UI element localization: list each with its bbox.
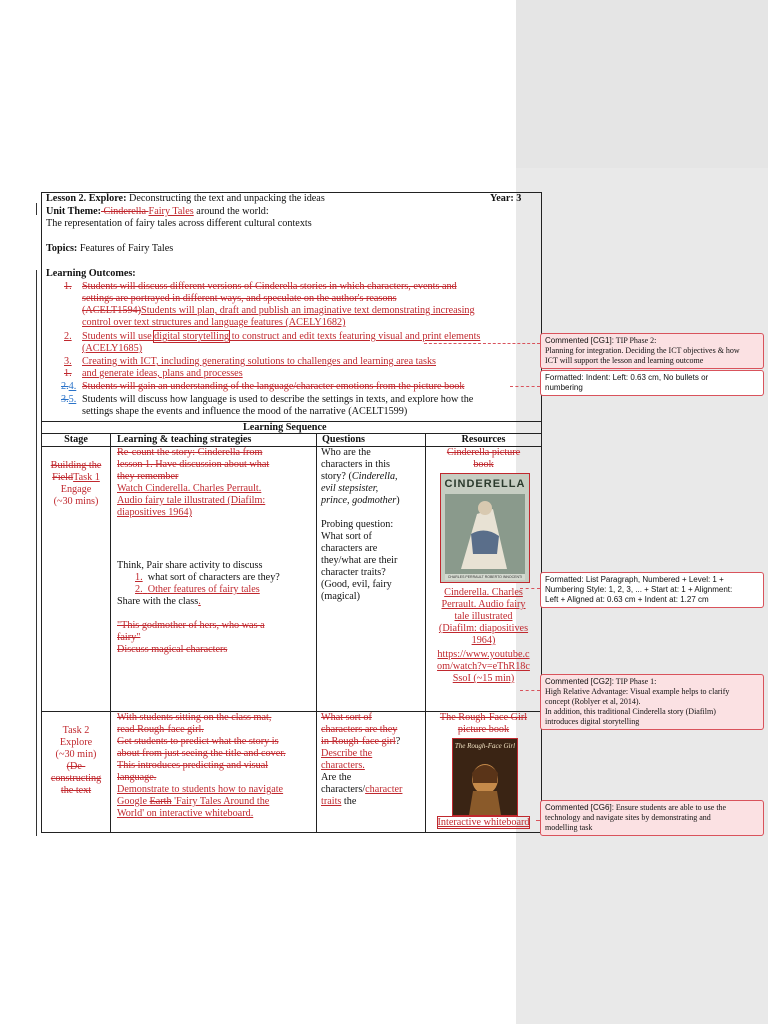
outcome-4-text: and generate ideas, plans and processes xyxy=(82,368,243,379)
outcome-2-text-a: Students will use xyxy=(82,331,155,342)
outcome-5-num-old: 2. xyxy=(61,381,69,392)
row1-think-item2: Other features of fairy tales xyxy=(147,584,260,595)
row1-url-line3[interactable]: SsoI (~15 min) xyxy=(452,673,515,684)
format-list-text2: Numbering Style: 1, 2, 3, ... + Start at: 1 + Alignment: xyxy=(545,585,733,594)
learning-sequence-title: Learning Sequence xyxy=(243,422,327,433)
row1-q-line3: story? ( xyxy=(321,471,352,482)
row1-recount-line3: they remember xyxy=(117,471,179,482)
column-rule xyxy=(316,433,317,833)
row2-strat-ins3: World' on interactive whiteboard. xyxy=(117,808,254,819)
outcome-1-inserted: Students will plan, draft and publish an imaginative text demonstrating increasing xyxy=(141,305,475,316)
row1-strategies xyxy=(117,447,315,519)
row1-discuss: Discuss magical characters xyxy=(117,644,228,655)
outcome-2-highlight: digital storytelling xyxy=(154,331,230,342)
row2-q-character: character xyxy=(365,784,403,795)
row1-share: Share with the class xyxy=(117,596,199,607)
row2-strat-ins1: Demonstrate to students how to navigate xyxy=(117,784,284,795)
row1-q-stepsister: evil stepsister, xyxy=(321,483,379,494)
row1-res-line5: 1964) xyxy=(471,635,496,646)
row2-res-del1: The Rough-Face Girl xyxy=(439,712,528,723)
format-balloon-list[interactable] xyxy=(540,572,764,608)
row2-questions xyxy=(321,712,424,808)
row2-res-whiteboard xyxy=(426,817,541,829)
row1-res-line4: (Diafilm: diapositives xyxy=(438,623,529,634)
unit-rest: around the world: xyxy=(193,206,269,217)
format-list-text1: Formatted: List Paragraph, Numbered + Level: 1 + xyxy=(545,575,724,584)
comment-cg1-text2: Planning for integration. Deciding the ICT objectives & how xyxy=(545,346,740,355)
comment-cg6-label: Commented [CG6]: xyxy=(545,803,614,812)
comment-cg2-text1: TIP Phase 1: xyxy=(613,677,657,686)
row1-probe-line1: Probing question: xyxy=(321,519,394,530)
row1-watch-line2: Audio fairy tale illustrated (Diafilm: xyxy=(117,495,266,506)
comment-cg2-text2: High Relative Advantage: Visual example helps to clarify xyxy=(545,687,730,696)
row1-q-line1: Who are the xyxy=(321,447,371,458)
format-indent-text2: numbering xyxy=(545,383,583,392)
header-strategies: Learning & teaching strategies xyxy=(117,434,252,445)
row1-quote-line1: "This godmother of hers, who was a xyxy=(117,620,265,631)
lesson-label: Lesson 2. Explore: xyxy=(46,193,127,204)
outcomes-heading: Learning Outcomes: xyxy=(46,268,136,279)
outcome-3-number: 3. xyxy=(64,356,72,367)
row2-strat-earth: Earth xyxy=(149,796,172,807)
row1-probe-line6: (Good, evil, fairy xyxy=(321,579,392,590)
change-bar xyxy=(36,270,37,836)
cinderella-cover-authors: CHARLES PERRAULT ROBERTO INNOCENTI xyxy=(447,575,523,579)
row2-stage-task: Task 2 xyxy=(62,725,90,736)
row1-think-item1: what sort of characters are they? xyxy=(147,572,280,583)
markup-margin-top xyxy=(516,0,768,168)
row2-strat-del1: With students sitting on the class mat, xyxy=(117,712,272,723)
comment-cg1-text3: ICT will support the lesson and learning outcome xyxy=(545,356,704,365)
row1-res-url[interactable] xyxy=(426,649,541,685)
row1-probe-line2: What sort of xyxy=(321,531,372,542)
row1-q-paren: ) xyxy=(396,495,400,506)
row1-res-del-line2: book xyxy=(473,459,494,470)
row1-stage-engage: Engage xyxy=(60,484,92,495)
format-balloon-indent[interactable] xyxy=(540,370,764,396)
comment-cg1-label: Commented [CG1]: xyxy=(545,336,614,345)
column-rule xyxy=(110,433,111,833)
table-border-bottom xyxy=(41,832,542,833)
format-list-text3: Left + Aligned at: 0.63 cm + Indent at: 1.27 cm xyxy=(545,595,709,604)
outcome-6-number xyxy=(61,394,76,406)
year-label: Year: 3 xyxy=(490,193,522,204)
row2-q-characters: characters/ xyxy=(321,784,366,795)
comment-connector xyxy=(424,343,540,344)
outcome-1-line1: Students will discuss different versions of Cinderella stories in which characters, events and xyxy=(82,281,457,292)
row1-res-video xyxy=(426,587,541,647)
row2-strat-del5: This introduces predicting and visual xyxy=(117,760,269,771)
header-questions: Questions xyxy=(322,434,366,445)
row1-recount-line1: Re-count the story: Cinderella from xyxy=(117,447,263,458)
outcome-6-num-old: 3. xyxy=(61,394,69,405)
row2-q-traits: traits xyxy=(321,796,342,807)
row1-res-deleted xyxy=(426,447,541,471)
row2-strat-google: Google xyxy=(117,796,150,807)
row2-strat-del4: about from just seeing the title and cover. xyxy=(117,748,286,759)
comment-cg2-text3: concept (Roblyer et al, 2014). xyxy=(545,697,641,706)
row1-questions xyxy=(321,447,424,603)
row1-think-line: Think, Pair share activity to discuss xyxy=(117,560,263,571)
rough-face-girl-cover xyxy=(453,739,517,815)
table-border-right xyxy=(541,192,542,832)
row2-q-ins2: characters. xyxy=(321,760,365,771)
comment-connector xyxy=(520,690,540,691)
row1-think-pair-share xyxy=(117,560,315,656)
comment-cg2-label: Commented [CG2]: xyxy=(545,677,614,686)
row1-q-cinderella: Cinderella, xyxy=(351,471,398,482)
row1-stage-deleted-field: Field xyxy=(52,472,74,483)
row1-res-line2: Perrault. Audio fairy xyxy=(441,599,526,610)
row2-q-del3: in Rough-face girl xyxy=(321,736,396,747)
row2-strat-fairy-tales: 'Fairy Tales Around the xyxy=(171,796,270,807)
unit-label: Unit Theme: xyxy=(46,206,101,217)
outcome-1-code: (ACELT1594) xyxy=(82,305,142,316)
row2-stage-explore: Explore xyxy=(59,737,93,748)
row2-strat-del3: Get students to predict what the story is xyxy=(117,736,279,747)
outcome-3-text: Creating with ICT, including generating solutions to challenges and learning area tasks xyxy=(82,356,437,367)
row2-strat-del6: language. xyxy=(117,772,157,783)
comment-cg2-text4: In addition, this traditional Cinderella story (Diafilm) xyxy=(545,707,716,716)
comment-cg6-text2: technology and navigate sites by demonstrating and xyxy=(545,813,711,822)
topics-label: Topics: xyxy=(46,243,78,254)
row1-stage xyxy=(42,460,110,508)
row1-quote-line2: fairy" xyxy=(117,632,141,643)
outcome-6-line2: settings shape the events and influence the mood of the narrative (ACELT1599) xyxy=(82,406,408,417)
topics-value: Features of Fairy Tales xyxy=(77,243,174,254)
row1-q-prince: prince, godmother xyxy=(321,495,397,506)
row2-strat-del2: read Rough-face girl. xyxy=(117,724,204,735)
lesson-heading xyxy=(46,193,325,205)
row1-probe-line4: they/what are their xyxy=(321,555,398,566)
outcome-4-number: 1. xyxy=(64,368,72,379)
rough-face-girl-cover-art xyxy=(453,739,517,815)
comment-balloon-cg6[interactable] xyxy=(540,800,764,836)
row2-stage-del1: (De- xyxy=(66,761,86,772)
row1-stage-task: Task 1 xyxy=(73,472,100,483)
row1-stage-duration: (~30 mins) xyxy=(53,496,99,507)
row1-think-item2-num: 2. xyxy=(135,584,143,595)
row2-whiteboard-text: Interactive whiteboard xyxy=(437,817,530,828)
format-connector xyxy=(510,386,540,387)
representation-line: The representation of fairy tales across different cultural contexts xyxy=(46,218,312,229)
outcome-5-number xyxy=(61,381,76,393)
outcome-6-num-new: 5. xyxy=(68,394,77,405)
comment-balloon-cg1[interactable] xyxy=(540,333,764,369)
comment-cg1-text1: TIP Phase 2: xyxy=(613,336,657,345)
outcome-5-num-new: 4. xyxy=(68,381,77,392)
comment-balloon-cg2[interactable] xyxy=(540,674,764,730)
cinderella-book-cover xyxy=(441,474,529,582)
row2-q-mark: ? xyxy=(395,736,401,747)
outcome-1-number: 1. xyxy=(64,281,72,292)
row2-stage xyxy=(42,725,110,797)
row1-watch-line3: diapositives 1964) xyxy=(117,507,192,518)
row1-probe-line5: character traits? xyxy=(321,567,386,578)
row1-url-line2[interactable]: om/watch?v=eThR18c xyxy=(437,661,530,672)
topics-line xyxy=(46,243,173,255)
header-resources: Resources xyxy=(461,434,506,445)
outcome-2-text-c: to construct and edit texts featuring visual and print elements xyxy=(229,331,481,342)
outcome-2-line1 xyxy=(82,331,480,343)
cinderella-cover-title: CINDERELLA xyxy=(444,478,526,490)
row2-stage-del2: constructing xyxy=(50,773,102,784)
unit-deleted-text: Cinderella xyxy=(101,206,149,217)
format-connector xyxy=(520,588,540,589)
comment-cg6-text3: modelling task xyxy=(545,823,593,832)
header-stage: Stage xyxy=(64,434,88,445)
row1-res-line3: tale illustrated xyxy=(454,611,513,622)
outcome-2-number: 2. xyxy=(64,331,72,342)
row1-recount-line2: lesson 1. Have discussion about what xyxy=(117,459,270,470)
row1-res-del-line1: Cinderella picture xyxy=(446,447,521,458)
row1-probe-line7: (magical) xyxy=(321,591,361,602)
comment-cg2-text5: introduces digital storytelling xyxy=(545,717,640,726)
row2-q-del2: characters are they xyxy=(321,724,398,735)
row1-watch-line1: Watch Cinderella. Charles Perrault. xyxy=(117,483,262,494)
rough-face-girl-cover-title: The Rough-Face Girl xyxy=(454,742,516,750)
format-indent-text1: Formatted: Indent: Left: 0.63 cm, No bullets or xyxy=(545,373,709,382)
row1-q-line2: characters in this xyxy=(321,459,391,470)
outcome-1-line2: settings are portrayed in different ways, and speculate on the author's reasons xyxy=(82,293,397,304)
row1-url-line1[interactable]: https://www.youtube.c xyxy=(437,649,530,660)
unit-inserted-text: Fairy Tales xyxy=(148,206,194,217)
row2-res-del2: picture book xyxy=(457,724,510,735)
cinderella-cover-art xyxy=(441,474,529,582)
unit-theme xyxy=(46,206,269,218)
row1-res-line1: Cinderella. Charles xyxy=(444,587,523,598)
outcome-2-line2: (ACELY1685) xyxy=(82,343,143,354)
row2-res-deleted xyxy=(426,712,541,736)
row2-stage-duration: (~30 min) xyxy=(55,749,97,760)
row2-q-ins1: Describe the xyxy=(321,748,373,759)
row1-probe-line3: characters are xyxy=(321,543,378,554)
row2-stage-del3: the text xyxy=(60,785,92,796)
row2-q-del1: What sort of xyxy=(321,712,372,723)
lesson-title: Deconstructing the text and unpacking the ideas xyxy=(126,193,325,204)
row2-strategies xyxy=(117,712,315,820)
row1-think-item1-num: 1. xyxy=(135,572,143,583)
comment-cg6-text1: Ensure students are able to use the xyxy=(613,803,727,812)
row2-q-line1: Are the xyxy=(321,772,352,783)
row1-share-end: . xyxy=(198,596,201,607)
row2-q-the: the xyxy=(341,796,357,807)
outcome-1-line3 xyxy=(82,305,475,317)
change-bar xyxy=(36,203,37,215)
outcome-5-text: Students will gain an understanding of the language/character emotions from the picture book xyxy=(82,381,465,392)
row1-stage-deleted: Building the xyxy=(50,460,102,471)
outcome-6-line1: Students will discuss how language is used to describe the settings in texts, and explore how the xyxy=(82,394,474,405)
outcome-1-line4: control over text structures and language features (ACELY1682) xyxy=(82,317,346,328)
